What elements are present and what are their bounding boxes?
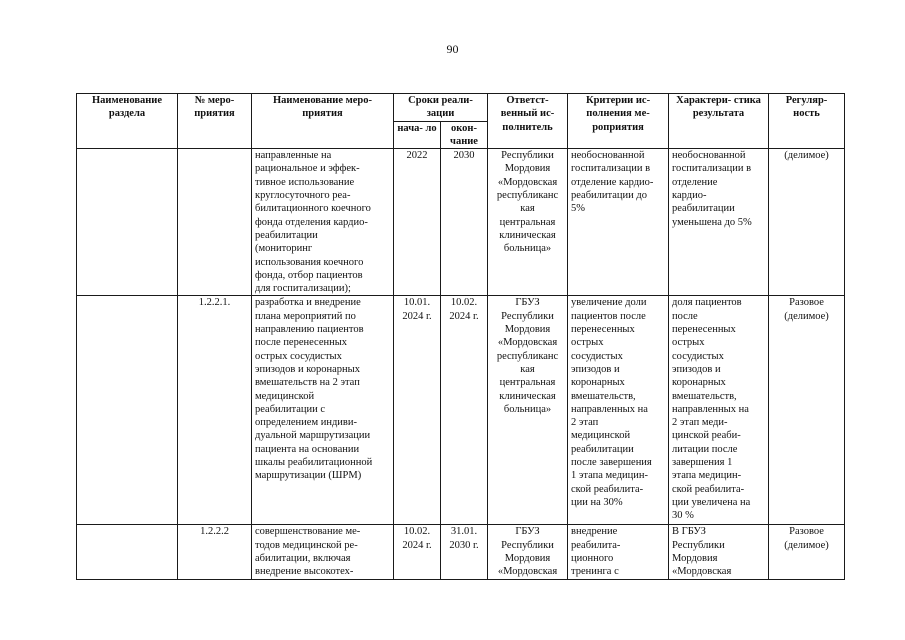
start-date-cell xyxy=(394,296,441,525)
header-terms: Сроки реали- зации xyxy=(394,94,488,122)
cell-text-line: рациональное и эффек- xyxy=(255,163,360,175)
header-number: № меро- приятия xyxy=(178,94,252,149)
executor-cell xyxy=(488,525,568,579)
header-result: Характери- стика результата xyxy=(669,94,769,149)
cell-text-line: сосудистых xyxy=(672,350,724,362)
measure-name-cell xyxy=(252,525,394,579)
regularity-cell xyxy=(769,296,845,525)
cell-text-line: кардио- xyxy=(672,190,707,202)
measures-table xyxy=(76,93,845,580)
cell-text-line: 1 этапа медицин- xyxy=(571,470,649,482)
cell-text-line: маршрутизации (ШРМ) xyxy=(255,470,362,482)
cell-text-line: Республики xyxy=(501,539,554,551)
cell-text-line: Мордовия xyxy=(504,163,551,175)
cell-text-line: тодов медицинской ре- xyxy=(255,539,358,551)
cell-text-line: абилитации, включая xyxy=(255,553,351,565)
cell-text-line: реабилитации xyxy=(672,203,735,215)
cell-text-line: ской реабилита- xyxy=(571,483,644,495)
cell-text-line: эпизодов и xyxy=(672,363,721,375)
cell-text-line: «Мордовская xyxy=(497,566,558,578)
cell-text-line: фонда, отбор пациентов xyxy=(255,269,363,281)
cell-text-line: «Мордовская xyxy=(497,176,558,188)
cell-text-line: эпизодов и коронарных xyxy=(255,363,360,375)
cell-text-line: использования коечного xyxy=(255,256,364,268)
cell-text-line: 10.02. xyxy=(450,297,478,309)
cell-text-line: «Мордовская xyxy=(672,566,732,578)
cell-text-line: ции на 30% xyxy=(571,496,623,508)
criteria-cell xyxy=(568,149,669,296)
cell-text-line: ции увеличена на xyxy=(672,496,751,508)
cell-text-line: для госпитализации); xyxy=(255,283,351,295)
cell-text-line: отделение xyxy=(672,176,718,188)
cell-text-line: вмешательств, xyxy=(571,390,636,402)
cell-text-line: (делимое) xyxy=(784,150,829,162)
cell-text-line: внедрение высокотех- xyxy=(255,566,354,578)
regularity-cell xyxy=(769,149,845,296)
cell-text-line: ГБУЗ xyxy=(515,526,540,538)
cell-text-line: госпитализации в xyxy=(672,163,752,175)
cell-text-line: 10.02. xyxy=(403,526,431,538)
cell-text-line: клиническая xyxy=(499,390,556,402)
cell-text-line: вмешательств, xyxy=(672,390,737,402)
cell-text-line: доля пациентов xyxy=(672,297,742,309)
cell-text-line: (делимое) xyxy=(784,539,829,551)
header-regularity: Регуляр- ность xyxy=(769,94,845,149)
cell-text-line: направленных на xyxy=(571,403,648,415)
cell-text-line: шкалы реабилитационной xyxy=(255,457,373,469)
end-date-cell xyxy=(441,296,488,525)
cell-text-line: (делимое) xyxy=(784,310,829,322)
cell-text-line: увеличение доли xyxy=(571,297,647,309)
cell-text-line: перенесенных xyxy=(571,324,635,336)
result-cell xyxy=(669,296,769,525)
cell-text-line: коронарных xyxy=(672,377,726,389)
criteria-cell xyxy=(568,296,669,525)
cell-text-line: после xyxy=(672,310,698,322)
executor-cell xyxy=(488,149,568,296)
cell-text-line: билитационного коечного xyxy=(255,203,371,215)
cell-text-line: Республики xyxy=(501,150,554,162)
section-cell xyxy=(77,525,178,579)
cell-text-line: реабилитации с xyxy=(255,403,326,415)
cell-text-line: реабилитации xyxy=(571,443,634,455)
cell-text-line: Разовое xyxy=(789,526,824,538)
result-cell xyxy=(669,149,769,296)
cell-text-line: кая xyxy=(520,203,535,215)
cell-text-line: ционного xyxy=(571,553,614,565)
criteria-cell xyxy=(568,525,669,579)
cell-text-line: Разовое xyxy=(789,297,824,309)
number-cell xyxy=(178,149,252,296)
cell-text-line: направленных на xyxy=(672,403,749,415)
table-row xyxy=(77,149,845,296)
cell-text-line: внедрение xyxy=(571,526,618,538)
header-section: Наименование раздела xyxy=(77,94,178,149)
cell-text-line: сосудистых xyxy=(571,350,623,362)
cell-text-line: пациента на основании xyxy=(255,443,360,455)
start-date-cell: 2022 xyxy=(394,149,441,296)
cell-text-line: фонда отделения кардио- xyxy=(255,216,368,228)
cell-text-line: центральная xyxy=(499,377,556,389)
cell-text-line: цинской реаби- xyxy=(672,430,741,442)
cell-text-line: республиканс xyxy=(496,350,559,362)
number-cell: 1.2.2.1. xyxy=(178,296,252,525)
cell-text-line: 2 этап меди- xyxy=(672,417,728,429)
cell-text-line: 30 % xyxy=(672,510,694,522)
cell-text-line: литации после xyxy=(672,443,738,455)
cell-text-line: 31.01. xyxy=(450,526,478,538)
cell-text-line: реабилита- xyxy=(571,539,621,551)
cell-text-line: «Мордовская xyxy=(497,337,558,349)
cell-text-line: эпизодов и xyxy=(571,363,620,375)
cell-text-line: 10.01. xyxy=(403,297,431,309)
cell-text-line: 2030 г. xyxy=(449,539,479,551)
header-start: нача- ло xyxy=(394,121,441,149)
cell-text-line: тивное использование xyxy=(255,176,355,188)
cell-text-line: этапа медицин- xyxy=(672,470,742,482)
number-cell: 1.2.2.2 xyxy=(178,525,252,579)
cell-text-line: 2024 г. xyxy=(402,310,432,322)
cell-text-line: больница» xyxy=(503,403,552,415)
cell-text-line: пациентов после xyxy=(571,310,646,322)
end-date-cell: 2030 xyxy=(441,149,488,296)
start-date-cell xyxy=(394,525,441,579)
cell-text-line: медицинской xyxy=(571,430,631,442)
cell-text-line: вмешательств на 2 этап xyxy=(255,377,360,389)
cell-text-line: после завершения xyxy=(571,457,652,469)
cell-text-line: круглосуточного реа- xyxy=(255,190,351,202)
end-date-cell xyxy=(441,525,488,579)
executor-cell xyxy=(488,296,568,525)
header-name: Наименование меро- приятия xyxy=(252,94,394,149)
cell-text-line: кая xyxy=(520,363,535,375)
cell-text-line: 2024 г. xyxy=(402,539,432,551)
regularity-cell xyxy=(769,525,845,579)
cell-text-line: острых сосудистых xyxy=(255,350,342,362)
cell-text-line: 2024 г. xyxy=(449,310,479,322)
section-cell xyxy=(77,149,178,296)
page-number: 90 xyxy=(446,42,459,56)
cell-text-line: медицинской xyxy=(255,390,315,402)
cell-text-line: перенесенных xyxy=(672,324,736,336)
cell-text-line: Мордовия xyxy=(504,553,551,565)
cell-text-line: отделение кардио- xyxy=(571,176,654,188)
cell-text-line: Мордовия xyxy=(672,553,718,565)
cell-text-line: уменьшена до 5% xyxy=(672,216,752,228)
cell-text-line: направлению пациентов xyxy=(255,324,364,336)
table-row xyxy=(77,525,845,579)
cell-text-line: тренинга с xyxy=(571,566,619,578)
cell-text-line: дуальной маршрутизации xyxy=(255,430,371,442)
cell-text-line: острых xyxy=(571,337,604,349)
measure-name-cell xyxy=(252,149,394,296)
cell-text-line: центральная xyxy=(499,216,556,228)
cell-text-line: госпитализации в xyxy=(571,163,651,175)
cell-text-line: необоснованной xyxy=(571,150,645,162)
header-criteria: Критерии ис- полнения ме- роприятия xyxy=(568,94,669,149)
cell-text-line: больница» xyxy=(503,243,552,255)
header-end: окон- чание xyxy=(441,121,488,149)
cell-text-line: ской реабилита- xyxy=(672,483,745,495)
cell-text-line: коронарных xyxy=(571,377,625,389)
section-cell xyxy=(77,296,178,525)
cell-text-line: 2 этап xyxy=(571,417,599,429)
cell-text-line: Мордовия xyxy=(504,324,551,336)
cell-text-line: завершения 1 xyxy=(672,457,733,469)
cell-text-line: определением индиви- xyxy=(255,417,357,429)
cell-text-line: реабилитации xyxy=(255,229,318,241)
table-row xyxy=(77,296,845,525)
measure-name-cell xyxy=(252,296,394,525)
cell-text-line: плана мероприятий по xyxy=(255,310,356,322)
result-cell xyxy=(669,525,769,579)
cell-text-line: клиническая xyxy=(499,229,556,241)
cell-text-line: реабилитации до xyxy=(571,190,647,202)
cell-text-line: 5% xyxy=(571,203,586,215)
cell-text-line: ГБУЗ xyxy=(515,297,540,309)
cell-text-line: необоснованной xyxy=(672,150,746,162)
cell-text-line: разработка и внедрение xyxy=(255,297,361,309)
cell-text-line: после перенесенных xyxy=(255,337,348,349)
cell-text-line: Республики xyxy=(501,310,554,322)
cell-text-line: В ГБУЗ xyxy=(672,526,706,538)
cell-text-line: (мониторинг xyxy=(255,243,313,255)
cell-text-line: совершенствование ме- xyxy=(255,526,361,538)
cell-text-line: Республики xyxy=(672,539,725,551)
cell-text-line: направленные на xyxy=(255,150,332,162)
header-executor: Ответст- венный ис- полнитель xyxy=(488,94,568,149)
cell-text-line: республиканс xyxy=(496,190,559,202)
cell-text-line: острых xyxy=(672,337,705,349)
